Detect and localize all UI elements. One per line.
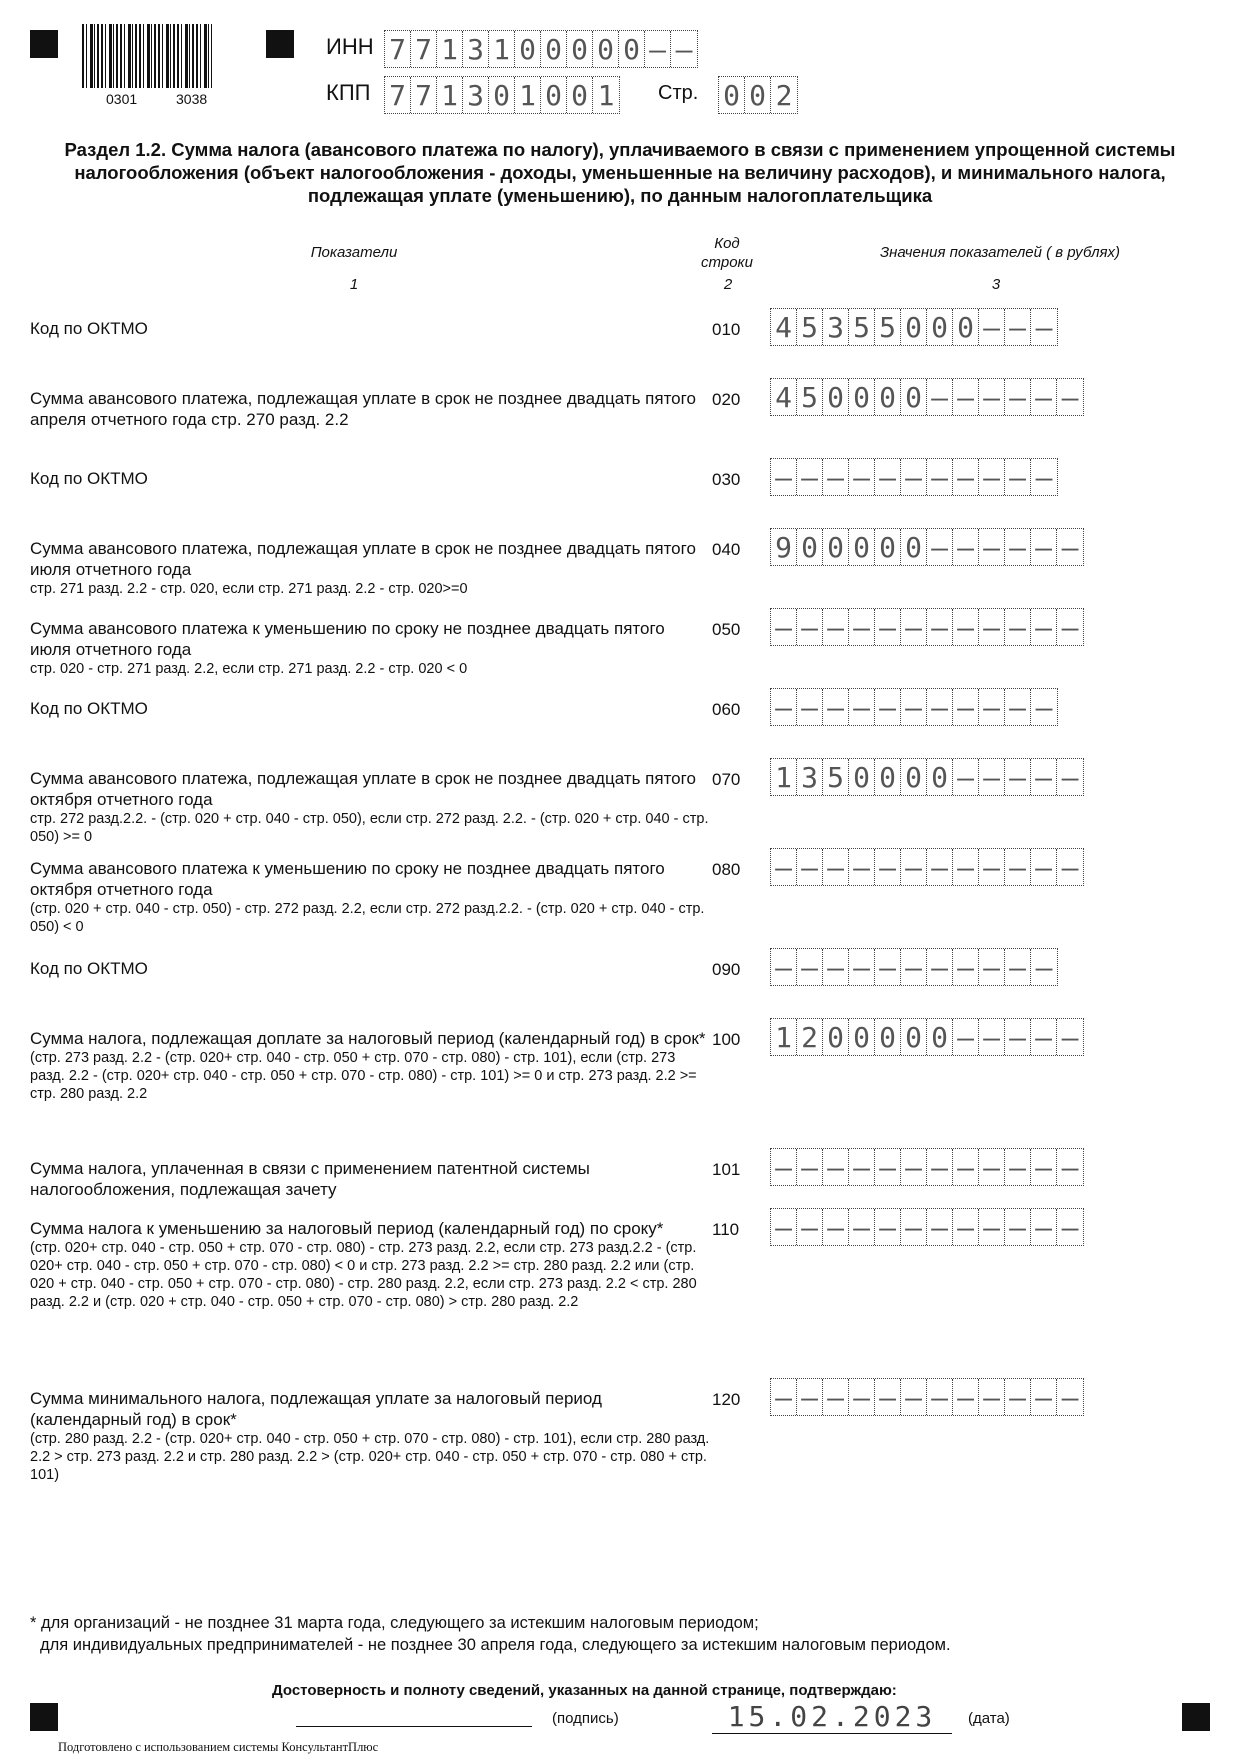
value-cell[interactable]: – [953,459,979,495]
value-cell[interactable]: 4 [771,309,797,345]
value-cell[interactable]: – [953,1019,979,1055]
indicator-formula-text: стр. 020 - стр. 271 разд. 2.2, если стр. 271 разд. 2.2 - стр. 020 < 0 [30,661,468,677]
indicator-label [30,468,710,489]
value-cell[interactable]: 0 [901,1019,927,1055]
kpp-cells-cell[interactable]: 7 [411,77,437,113]
value-cell[interactable]: – [901,849,927,885]
value-cell[interactable]: – [875,689,901,725]
value-cell[interactable]: – [823,689,849,725]
value-cell[interactable]: – [771,949,797,985]
value-cell[interactable]: – [1005,689,1031,725]
indicator-main-text: Сумма минимального налога, подлежащая уплате за налоговый период (календарный год) в срок* [30,1389,602,1429]
value-cell[interactable]: – [875,1209,901,1245]
value-cell[interactable]: – [1061,1380,1079,1414]
value-cell[interactable]: 0 [875,759,901,795]
inn-cells-cell[interactable]: – [675,32,693,66]
prepared-note: Подготовлено с использованием системы КонсультантПлюс [58,1740,379,1754]
section-title: Раздел 1.2. Сумма налога (авансового платежа по налогу), уплачиваемого в связи с применением упрощенной системы налогообложения (объект налогообложения - доходы, уменьшенные на величину расходов), и минимального налога, подлежащая уплате (уменьшению), по данным налогоплательщика [64,139,1176,206]
indicator-label [30,388,710,430]
value-cell[interactable]: – [979,759,1005,795]
indicator-label [30,1158,710,1200]
indicator-formula-text: стр. 272 разд.2.2. - (стр. 020 + стр. 040 - стр. 050), если стр. 272 разд. 2.2. - (стр. 020 + стр. 040 - стр. 050) >= 0 [30,811,709,845]
value-cell[interactable]: 0 [875,1019,901,1055]
value-cell[interactable]: 0 [849,759,875,795]
value-cell[interactable]: – [979,1209,1005,1245]
value-cells-070 [770,758,1084,796]
value-cell[interactable]: 9 [771,529,797,565]
value-cell[interactable]: – [797,1149,823,1185]
value-cell[interactable]: – [979,609,1005,645]
value-cell[interactable]: – [797,1209,823,1245]
value-cell[interactable]: 0 [823,529,849,565]
value-cell[interactable]: 0 [927,309,953,345]
value-cell[interactable]: 2 [797,1019,823,1055]
value-cell[interactable]: 4 [771,379,797,415]
value-cell[interactable]: – [979,309,1005,345]
value-cell[interactable]: – [901,949,927,985]
value-cell[interactable]: 5 [797,379,823,415]
value-cell[interactable]: – [823,949,849,985]
indicator-label [30,698,710,719]
value-cell[interactable]: 1 [771,1019,797,1055]
value-cell[interactable]: – [1031,379,1057,415]
line-code: 110 [712,1220,740,1239]
indicator-main-text: Код по ОКТМО [30,959,148,978]
column-header-values: Значения показателей ( в рублях) [879,244,1121,261]
value-cell[interactable]: – [771,609,797,645]
value-cell[interactable]: – [1005,1379,1031,1415]
value-cell[interactable]: – [823,609,849,645]
inn-cells-cell[interactable]: 0 [567,31,593,67]
kpp-cells-cell[interactable]: 0 [541,77,567,113]
value-cell[interactable]: – [953,529,979,565]
value-cell[interactable]: – [771,689,797,725]
value-cells-120 [770,1378,1084,1416]
value-cell[interactable]: – [771,459,797,495]
kpp-cells-cell[interactable]: 0 [489,77,515,113]
date-field[interactable]: 15.02.2023 [712,1700,952,1734]
value-cell[interactable]: 0 [875,379,901,415]
line-code: 050 [712,620,741,639]
signature-line[interactable] [296,1726,532,1727]
value-cell[interactable]: 3 [797,759,823,795]
indicator-main-text: Код по ОКТМО [30,699,148,718]
value-cell[interactable]: – [953,1209,979,1245]
value-cell[interactable]: – [849,1149,875,1185]
value-cell[interactable]: – [979,1149,1005,1185]
value-cell[interactable]: – [1035,460,1053,494]
value-cell[interactable]: – [1031,1379,1057,1415]
value-cell[interactable]: 0 [953,309,979,345]
inn-cells-cell[interactable]: 3 [463,31,489,67]
value-cell[interactable]: – [953,949,979,985]
line-code: 010 [712,320,741,339]
column-number-1: 1 [349,276,359,293]
value-cell[interactable]: – [823,1379,849,1415]
value-cell[interactable]: – [927,689,953,725]
indicator-label [30,1218,710,1311]
value-cell[interactable]: – [823,1149,849,1185]
value-cell[interactable]: – [875,1379,901,1415]
value-cell[interactable]: – [849,689,875,725]
value-cell[interactable]: – [1031,1149,1057,1185]
value-cell[interactable]: – [927,1149,953,1185]
value-cell[interactable]: 5 [875,309,901,345]
value-cell[interactable]: – [823,1209,849,1245]
kpp-label: КПП [326,80,371,105]
value-cell[interactable]: – [979,949,1005,985]
value-cell[interactable]: – [875,609,901,645]
indicator-main-text: Сумма авансового платежа к уменьшению по сроку не позднее двадцать пятого октября отчетного года [30,859,665,899]
date-label: (дата) [968,1710,1010,1727]
value-cell[interactable]: 5 [797,309,823,345]
value-cell[interactable]: – [1005,1149,1031,1185]
value-cell[interactable]: – [901,609,927,645]
line-code: 020 [712,390,741,409]
value-cell[interactable]: – [849,949,875,985]
value-cells-090 [770,948,1058,986]
value-cell[interactable]: – [1061,1150,1079,1184]
value-cell[interactable]: 0 [875,529,901,565]
indicator-main-text: Сумма авансового платежа к уменьшению по сроку не позднее двадцать пятого июля отчетного года [30,619,665,659]
indicator-main-text: Сумма налога, подлежащая доплате за налоговый период (календарный год) в срок* [30,1029,706,1048]
value-cell[interactable]: – [927,529,953,565]
column-header-indicators: Показатели [310,244,398,261]
value-cell[interactable]: – [849,849,875,885]
value-cell[interactable]: – [1035,310,1053,344]
value-cell[interactable]: – [1031,759,1057,795]
column-header-code: Код строки [701,235,753,271]
value-cell[interactable]: 3 [823,309,849,345]
corner-marker-bottom-right [1182,1703,1210,1731]
value-cell[interactable]: – [797,689,823,725]
value-cell[interactable]: – [823,459,849,495]
value-cell[interactable]: – [1061,380,1079,414]
value-cell[interactable]: 0 [849,529,875,565]
value-cells-050 [770,608,1084,646]
column-number-3: 3 [991,276,1001,293]
value-cell[interactable]: – [771,1149,797,1185]
value-cell[interactable]: – [953,849,979,885]
indicator-label [30,768,710,846]
value-cell[interactable]: – [1031,609,1057,645]
value-cell[interactable]: – [1061,760,1079,794]
value-cell[interactable]: – [797,459,823,495]
value-cell[interactable]: – [953,689,979,725]
indicator-formula-text: (стр. 020 + стр. 040 - стр. 050) - стр. 272 разд. 2.2, если стр. 272 разд.2.2. - (стр. 020 + стр. 040 - стр. 050) < 0 [30,901,705,935]
line-code: 120 [712,1390,741,1409]
value-cell[interactable]: – [1005,379,1031,415]
value-cell[interactable]: – [1031,1019,1057,1055]
value-cell[interactable]: – [797,1379,823,1415]
value-cell[interactable]: – [953,609,979,645]
inn-label: ИНН [326,34,374,59]
value-cell[interactable]: – [1005,459,1031,495]
value-cell[interactable]: – [797,849,823,885]
kpp-cells-cell[interactable]: 1 [437,77,463,113]
page-number-cells-cell[interactable]: 0 [719,77,745,113]
indicator-label [30,858,710,936]
value-cell[interactable]: – [797,949,823,985]
value-cell[interactable]: – [979,1019,1005,1055]
value-cell[interactable]: – [1061,530,1079,564]
inn-cells-cell[interactable]: 0 [593,31,619,67]
value-cells-020 [770,378,1084,416]
value-cell[interactable]: 0 [901,309,927,345]
value-cell[interactable]: – [979,689,1005,725]
value-cells-100 [770,1018,1084,1056]
value-cell[interactable]: – [1061,1210,1079,1244]
barcode-number-right: 3038 [176,91,208,107]
value-cell[interactable]: – [771,849,797,885]
kpp-cells-cell[interactable]: 0 [567,77,593,113]
value-cell[interactable]: – [901,459,927,495]
value-cell[interactable]: – [849,1379,875,1415]
column-number-2: 2 [723,276,733,293]
line-code: 060 [712,700,741,719]
value-cells-110 [770,1208,1084,1246]
inn-cells-cell[interactable]: 1 [489,31,515,67]
page-number-cells-cell[interactable]: 0 [745,77,771,113]
indicator-main-text: Код по ОКТМО [30,469,148,488]
value-cell[interactable]: – [979,379,1005,415]
value-cell[interactable]: – [823,849,849,885]
value-cell[interactable]: – [849,1209,875,1245]
value-cell[interactable]: – [953,1379,979,1415]
value-cells-030 [770,458,1058,496]
value-cell[interactable]: – [849,459,875,495]
indicator-main-text: Сумма авансового платежа, подлежащая уплате в срок не позднее двадцать пятого октября отчетного года [30,769,696,809]
corner-marker-bottom-left [30,1703,58,1731]
value-cell[interactable]: – [979,459,1005,495]
value-cell[interactable]: – [927,1379,953,1415]
page-label: Стр. [658,82,699,104]
value-cell[interactable]: – [927,459,953,495]
value-cell[interactable]: – [875,459,901,495]
value-cell[interactable]: – [953,759,979,795]
indicator-label [30,1388,710,1484]
kpp-cells-cell[interactable]: 3 [463,77,489,113]
indicator-main-text: Сумма налога к уменьшению за налоговый период (календарный год) по сроку* [30,1219,664,1238]
page-number-cells-cell[interactable]: 2 [775,78,793,112]
value-cell[interactable]: – [979,1379,1005,1415]
indicator-main-text: Сумма авансового платежа, подлежащая уплате в срок не позднее двадцать пятого апреля отчетного года стр. 270 разд. 2.2 [30,389,696,429]
line-code: 040 [712,540,741,559]
indicator-label [30,958,710,979]
kpp-cells-cell[interactable]: 7 [385,77,411,113]
value-cell[interactable]: 0 [849,1019,875,1055]
value-cells-101 [770,1148,1084,1186]
value-cell[interactable]: – [875,1149,901,1185]
value-cells-060 [770,688,1058,726]
indicator-formula-text: (стр. 020+ стр. 040 - стр. 050 + стр. 070 - стр. 080) - стр. 273 разд. 2.2, если стр. 273 разд.2.2 - (стр. 020+ стр. 040 - стр. 050 + стр. 070 - стр. 080) < 0 и стр. 273 разд. 2.2 >= стр. 280 разд. 2.2 или (стр. 020 + стр. 040 - стр. 050 + стр. 070 - стр. 080) - стр. 280 разд. 2.2, если стр. 273 разд. 2.2 < стр. 280 разд. 2.2 и (стр. 020 + стр. 040 - стр. 050 + стр. 070 - стр. 080) > стр. 280 разд. 2.2 [30,1240,697,1310]
indicator-main-text: Код по ОКТМО [30,319,148,338]
value-cell[interactable]: 0 [901,529,927,565]
value-cell[interactable]: – [979,849,1005,885]
barcode-number-left: 0301 [106,91,138,107]
value-cell[interactable]: 0 [797,529,823,565]
indicator-label [30,618,710,678]
value-cell[interactable]: – [797,609,823,645]
value-cell[interactable]: – [1005,759,1031,795]
value-cell[interactable]: – [1035,690,1053,724]
kpp-cells-cell[interactable]: 1 [597,78,615,112]
value-cell[interactable]: – [875,949,901,985]
value-cell[interactable]: 0 [901,379,927,415]
kpp-cells-cell[interactable]: 1 [515,77,541,113]
value-cell[interactable]: – [1031,1209,1057,1245]
value-cell[interactable]: – [1031,529,1057,565]
value-cell[interactable]: – [1005,529,1031,565]
inn-cells-cell[interactable]: 7 [385,31,411,67]
page-number-cells [718,76,798,114]
value-cell[interactable]: – [875,849,901,885]
corner-marker-top-right [266,30,294,58]
value-cell[interactable]: – [979,529,1005,565]
inn-cells-cell[interactable]: 0 [541,31,567,67]
value-cell[interactable]: 0 [927,1019,953,1055]
value-cell[interactable]: 0 [823,379,849,415]
value-cells-080 [770,848,1084,886]
value-cell[interactable]: 5 [823,759,849,795]
value-cell[interactable]: – [1005,1209,1031,1245]
inn-cells-cell[interactable]: 1 [437,31,463,67]
kpp-cells [384,76,620,114]
value-cell[interactable]: – [1031,849,1057,885]
line-code: 101 [712,1160,741,1179]
value-cell[interactable]: – [901,1149,927,1185]
value-cells-040 [770,528,1084,566]
value-cell[interactable]: – [953,1149,979,1185]
footnote [30,1612,951,1656]
signature-label: (подпись) [552,1710,619,1727]
line-code: 080 [712,860,741,879]
value-cell[interactable]: – [771,1209,797,1245]
line-code: 100 [712,1030,741,1049]
value-cell[interactable]: – [1061,610,1079,644]
value-cell[interactable]: – [901,1379,927,1415]
value-cell[interactable]: 0 [927,759,953,795]
barcode [82,24,212,88]
value-cell[interactable]: – [1005,849,1031,885]
value-cell[interactable]: 0 [849,379,875,415]
value-cell[interactable]: – [927,949,953,985]
value-cell[interactable]: – [1035,950,1053,984]
line-code: 030 [712,470,741,489]
line-code: 090 [712,960,741,979]
value-cell[interactable]: 0 [901,759,927,795]
indicator-main-text: Сумма налога, уплаченная в связи с применением патентной системы налогообложения, подлежащая зачету [30,1159,590,1199]
inn-cells-cell[interactable]: 0 [619,31,645,67]
value-cell[interactable]: – [1005,1019,1031,1055]
footnote-line-1: * для организаций - не позднее 31 марта года, следующего за истекшим налоговым периодом; [30,1614,759,1632]
indicator-label [30,318,710,339]
value-cell[interactable]: – [1005,609,1031,645]
value-cell[interactable]: – [927,849,953,885]
inn-cells [384,30,698,68]
corner-marker-top-left [30,30,58,58]
inn-cells-cell[interactable]: 7 [411,31,437,67]
value-cell[interactable]: 1 [771,759,797,795]
value-cell[interactable]: 0 [823,1019,849,1055]
inn-cells-cell[interactable]: 0 [515,31,541,67]
value-cell[interactable]: – [1005,309,1031,345]
line-code: 070 [712,770,741,789]
value-cell[interactable]: – [901,1209,927,1245]
confirmation-text: Достоверность и полноту сведений, указанных на данной странице, подтверждаю: [272,1682,897,1699]
value-cell[interactable]: – [927,379,953,415]
value-cell[interactable]: – [901,689,927,725]
indicator-main-text: Сумма авансового платежа, подлежащая уплате в срок не позднее двадцать пятого июля отчетного года [30,539,696,579]
value-cell[interactable]: – [927,1209,953,1245]
inn-cells-cell[interactable]: – [645,31,671,67]
value-cell[interactable]: – [771,1379,797,1415]
indicator-formula-text: (стр. 273 разд. 2.2 - (стр. 020+ стр. 040 - стр. 050 + стр. 070 - стр. 080) - стр. 101), если (стр. 273 разд. 2.2 - (стр. 020+ стр. 040 - стр. 050 + стр. 070 - стр. 080) - стр. 101) >= 0 и стр. 273 разд. 2.2 >= стр. 280 разд. 2.2 [30,1050,697,1102]
footnote-line-2: для индивидуальных предпринимателей - не позднее 30 апреля года, следующего за истекшим налоговым периодом. [40,1636,951,1654]
indicator-formula-text: (стр. 280 разд. 2.2 - (стр. 020+ стр. 040 - стр. 050 + стр. 070 - стр. 080) - стр. 101), если стр. 280 разд. 2.2 > стр. 273 разд. 2.2 и стр. 280 разд. 2.2 > (стр. 020+ стр. 040 - стр. 050 + стр. 070 - стр. 080 + стр. 101) [30,1431,710,1483]
value-cell[interactable]: – [1005,949,1031,985]
value-cell[interactable]: – [927,609,953,645]
value-cell[interactable]: – [953,379,979,415]
value-cell[interactable]: – [849,609,875,645]
indicator-label [30,1028,710,1103]
value-cell[interactable]: – [1061,1020,1079,1054]
indicator-formula-text: стр. 271 разд. 2.2 - стр. 020, если стр. 271 разд. 2.2 - стр. 020>=0 [30,581,468,597]
indicator-label [30,538,710,598]
value-cells-010 [770,308,1058,346]
value-cell[interactable]: 5 [849,309,875,345]
value-cell[interactable]: – [1061,850,1079,884]
